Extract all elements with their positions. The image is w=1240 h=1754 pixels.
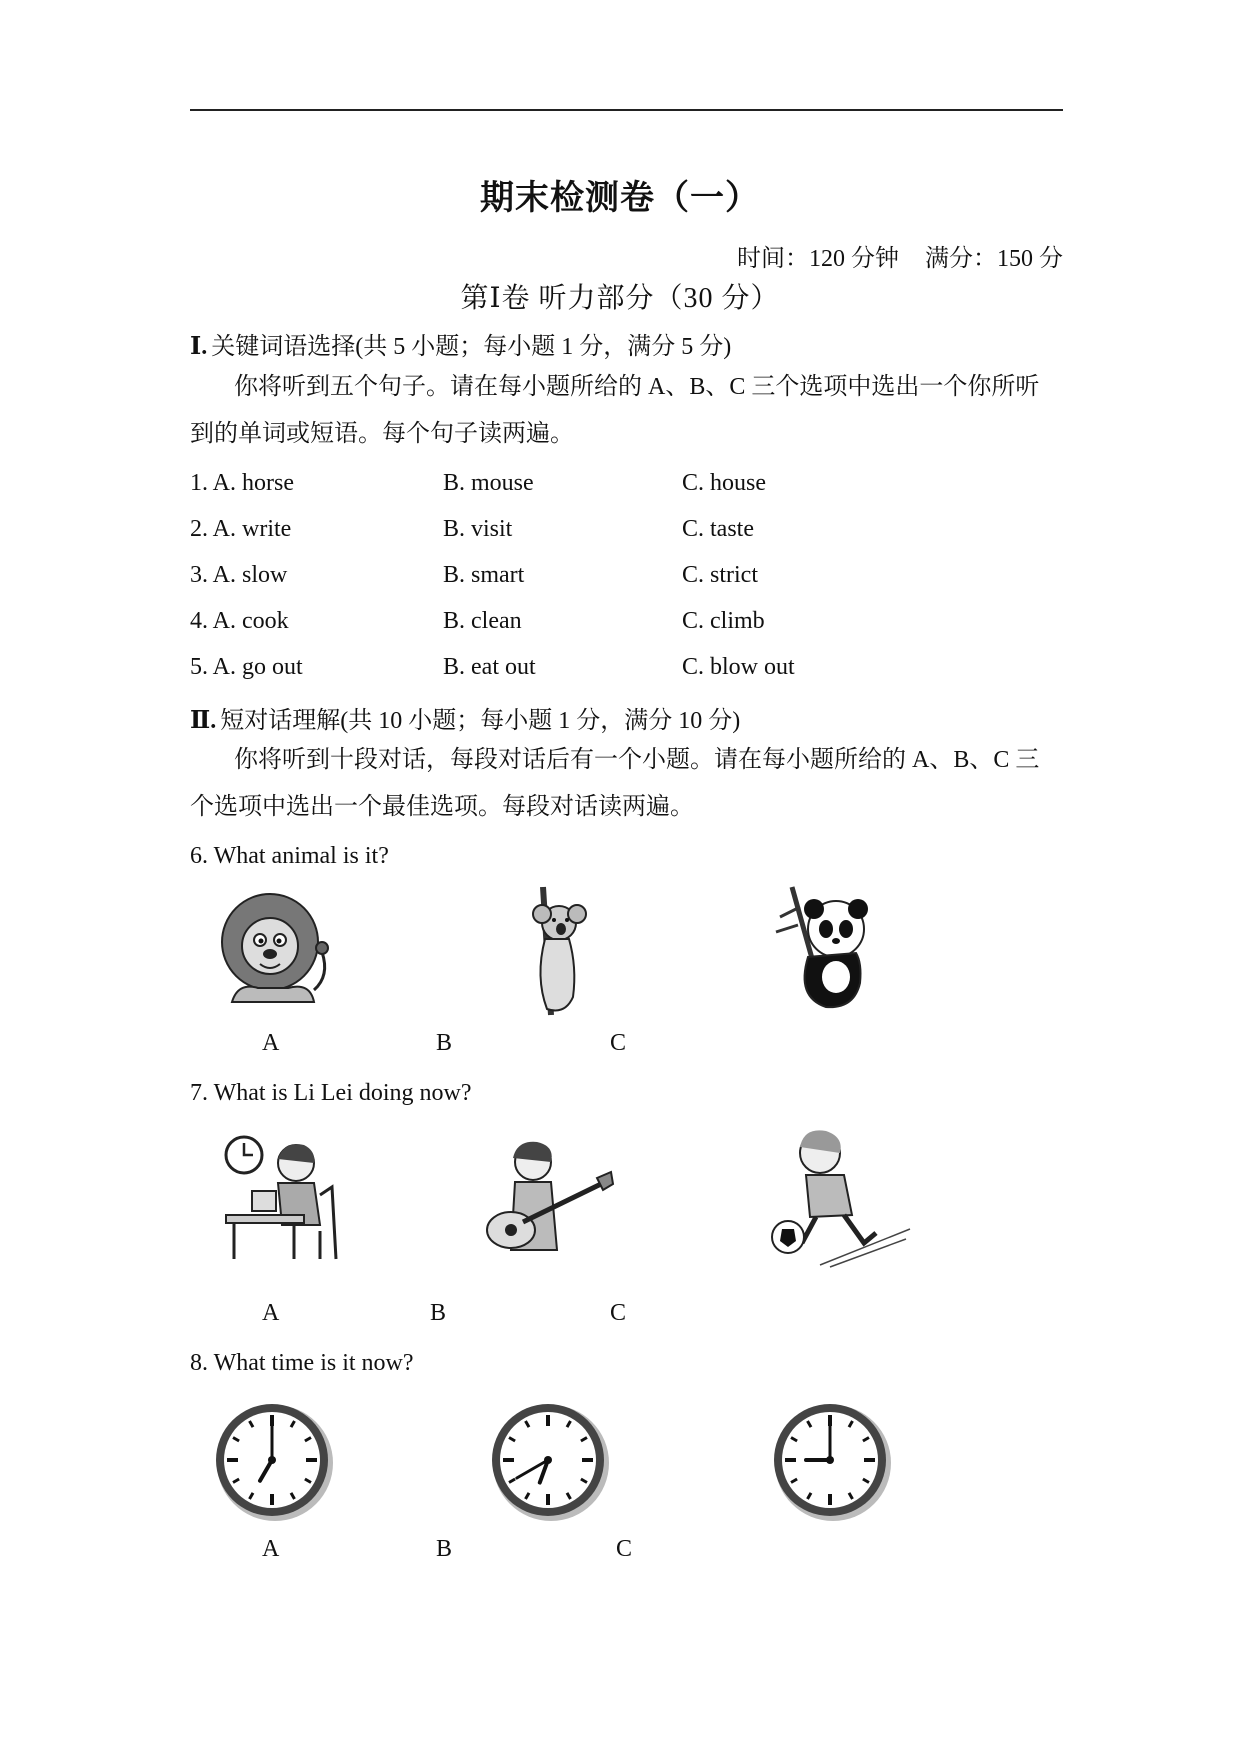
section2-number: Ⅱ. — [190, 708, 217, 734]
part-title: 第Ⅰ卷 听力部分（30 分） — [460, 283, 780, 314]
clock-c-image — [770, 1400, 894, 1524]
top-rule — [190, 109, 1063, 111]
koala-image — [515, 887, 595, 1017]
q4-option-a: 4. A. cook — [190, 608, 289, 634]
clock-center — [544, 1456, 552, 1464]
section2-instruction: 你将听到十段对话，每段对话后有一个小题。请在每小题所给的 A、B、C 三个选项中选出一个最佳选项。每段对话读两遍。 — [190, 747, 1040, 820]
clock-center — [268, 1456, 276, 1464]
q2-option-a: 2. A. write — [190, 516, 292, 542]
section2-heading — [190, 700, 740, 735]
q6-label-c: C — [610, 1030, 627, 1056]
q3-option-b: B. smart — [443, 562, 525, 588]
q8-text: 8. What time is it now? — [190, 1350, 414, 1376]
panda-image — [770, 887, 880, 1012]
q3-option-a: 3. A. slow — [190, 562, 288, 588]
q7-text: 7. What is Li Lei doing now? — [190, 1080, 472, 1106]
q7-label-b: B — [430, 1300, 447, 1326]
q2-option-c: C. taste — [682, 516, 754, 542]
q7-label-a: A — [262, 1300, 280, 1326]
section1-title: 关键词语选择(共 5 小题；每小题 1 分，满分 5 分) — [211, 334, 732, 360]
q7-label-c: C — [610, 1300, 627, 1326]
q1-option-c: C. house — [682, 470, 766, 496]
q8-label-b: B — [436, 1536, 453, 1562]
q5-option-a: 5. A. go out — [190, 654, 303, 680]
q6-text: 6. What animal is it? — [190, 843, 389, 869]
q6-label-b: B — [436, 1030, 453, 1056]
q8-label-a: A — [262, 1536, 280, 1562]
section1-heading — [190, 326, 731, 361]
clock-b-image — [488, 1400, 612, 1524]
q6-label-a: A — [262, 1030, 280, 1056]
q3-option-c: C. strict — [682, 562, 758, 588]
exam-title: 期末检测卷（一） — [480, 178, 760, 218]
boy-guitar-image — [483, 1140, 618, 1262]
q5-option-c: C. blow out — [682, 654, 795, 680]
q1-option-a: 1. A. horse — [190, 470, 294, 496]
section2-title: 短对话理解(共 10 小题；每小题 1 分，满分 10 分) — [220, 708, 741, 734]
boy-reading-image — [224, 1135, 342, 1260]
lion-image — [218, 890, 336, 1010]
exam-score: 满分：150 分 — [925, 246, 1063, 272]
q8-label-c: C — [616, 1536, 633, 1562]
clock-a-image — [212, 1400, 336, 1524]
q4-option-b: B. clean — [443, 608, 522, 634]
q2-option-b: B. visit — [443, 516, 513, 542]
section1-number: Ⅰ. — [190, 334, 208, 360]
section1-instruction: 你将听到五个句子。请在每小题所给的 A、B、C 三个选项中选出一个你所听到的单词或短语。每个句子读两遍。 — [190, 374, 1040, 447]
q5-option-b: B. eat out — [443, 654, 536, 680]
exam-meta — [737, 238, 1063, 273]
q4-option-c: C. climb — [682, 608, 765, 634]
clock-center — [826, 1456, 834, 1464]
q1-option-b: B. mouse — [443, 470, 534, 496]
boy-football-image — [760, 1125, 910, 1270]
exam-time: 时间：120 分钟 — [737, 246, 899, 272]
